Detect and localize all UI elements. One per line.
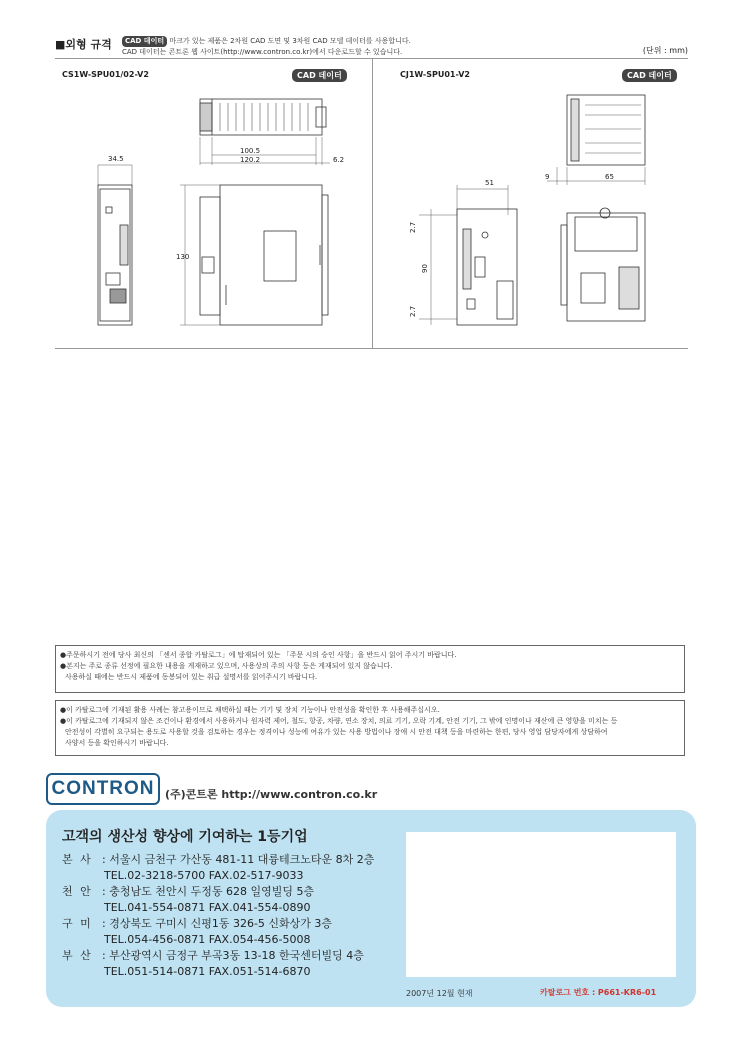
dim-2-7-bottom: 2.7 <box>409 305 417 317</box>
dim-100-5: 100.5 <box>240 147 261 155</box>
office-tel: TEL.054-456-0871 FAX.054-456-5008 <box>104 933 311 946</box>
office-gumi <box>62 916 332 948</box>
contron-logo: CONTRON <box>46 773 160 805</box>
dim-2-7-top: 2.7 <box>409 221 417 233</box>
office-tel: TEL.041-554-0871 FAX.041-554-0890 <box>104 901 311 914</box>
notice2-line2: ●이 카탈로그에 기재되지 않은 조건이나 환경에서 사용하거나 원자력 제어, 철도, 항공, 차량, 연소 장치, 의료 기기, 오락 기계, 안전 기기, 그 밖에 인명이나 재산에 큰 영향을 미치는 등 <box>60 717 618 725</box>
office-cheonan <box>62 884 314 916</box>
dim-9: 9 <box>545 173 550 181</box>
distributor-stamp-area <box>406 832 676 977</box>
left-model-name: CS1W-SPU01/02-V2 <box>62 70 149 79</box>
office-label: 본 사 <box>62 853 93 866</box>
notice2-line1: ●이 카탈로그에 기재된 활용 사례는 참고용이므로 채택하실 때는 기기 및 장치 기능이나 안전성을 확인한 후 사용해주십시오. <box>60 706 440 714</box>
tagline: 고객의 생산성 향상에 기여하는 1등기업 <box>62 829 308 845</box>
notice1-line2: ●본지는 주로 종류 선정에 필요한 내용을 게재하고 있으며, 사용상의 주의 사항 등은 게재되어 있지 않습니다. <box>60 662 393 670</box>
dim-130: 130 <box>176 253 190 261</box>
office-label: 구 미 <box>62 917 93 930</box>
notice-box-1 <box>55 645 685 693</box>
right-model-name: CJ1W-SPU01-V2 <box>400 70 470 79</box>
section-title: ■외형 규격 <box>55 38 112 51</box>
office-address: : 경상북도 구미시 신평1동 326-5 신화상가 3층 <box>102 917 333 930</box>
office-label: 부 산 <box>62 949 93 962</box>
cad-note-line1: 마크가 있는 제품은 2차원 CAD 도면 및 3차원 CAD 모델 데이터를 사용합니다. <box>169 37 411 45</box>
notice2-line3: 안전성이 각별히 요구되는 용도로 사용할 것을 검토하는 경우는 정격이나 성능에 여유가 있는 사용 방법이나 장애 시 안전 대책 등을 마련하는 한편, 당사 영업 담당자에게 상담하여 <box>65 728 608 736</box>
office-hq <box>62 852 374 884</box>
office-tel: TEL.02-3218-5700 FAX.02-517-9033 <box>104 869 304 882</box>
right-technical-drawing <box>375 85 685 345</box>
notice2-line4: 사양서 등을 확인하시기 바랍니다. <box>65 739 169 747</box>
office-tel: TEL.051-514-0871 FAX.051-514-6870 <box>104 965 311 978</box>
cad-note-line2: CAD 데이터는 콘트론 웹 사이트(http://www.contron.co.kr)에서 다운로드할 수 있습니다. <box>122 48 403 56</box>
office-address: : 부산광역시 금정구 부곡3동 13-18 한국센터빌딩 4층 <box>102 949 364 962</box>
office-label: 천 안 <box>62 885 93 898</box>
issue-date: 2007년 12월 현재 <box>406 989 473 998</box>
right-cad-badge[interactable]: CAD 데이터 <box>622 69 677 82</box>
office-address: : 서울시 금천구 가산동 481-11 대륭테크노타운 8차 2층 <box>102 853 375 866</box>
left-cad-badge[interactable]: CAD 데이터 <box>292 69 347 82</box>
dim-34-5: 34.5 <box>108 155 124 163</box>
notice1-line3: 사용하실 때에는 반드시 제품에 동봉되어 있는 취급 설명서를 읽어주시기 바랍니다. <box>65 673 318 681</box>
cad-tag: CAD 데이터 <box>122 36 167 47</box>
office-address: : 충청남도 천안시 두정동 628 일영빌딩 5층 <box>102 885 315 898</box>
left-technical-drawing <box>60 85 370 345</box>
dim-51: 51 <box>485 179 494 187</box>
unit-label: (단위 : mm) <box>642 46 688 55</box>
dim-90: 90 <box>421 264 429 273</box>
notice1-line1: ●주문하시기 전에 당사 최신의 「센서 종합 카탈로그」에 탑재되어 있는 「주문 시의 승인 사항」을 반드시 읽어 주시기 바랍니다. <box>60 651 457 659</box>
cad-note <box>122 36 411 57</box>
notice-box-2 <box>55 700 685 756</box>
dim-120-2: 120.2 <box>240 156 261 164</box>
catalog-number: 카탈로그 번호 : P661-KR6-01 <box>540 988 657 997</box>
divider-vertical <box>372 58 373 348</box>
divider-bottom <box>55 348 688 349</box>
office-busan <box>62 948 364 980</box>
company-info[interactable]: (주)콘트론 http://www.contron.co.kr <box>165 788 378 801</box>
dim-65: 65 <box>605 173 614 181</box>
dim-6-2: 6.2 <box>333 156 345 164</box>
